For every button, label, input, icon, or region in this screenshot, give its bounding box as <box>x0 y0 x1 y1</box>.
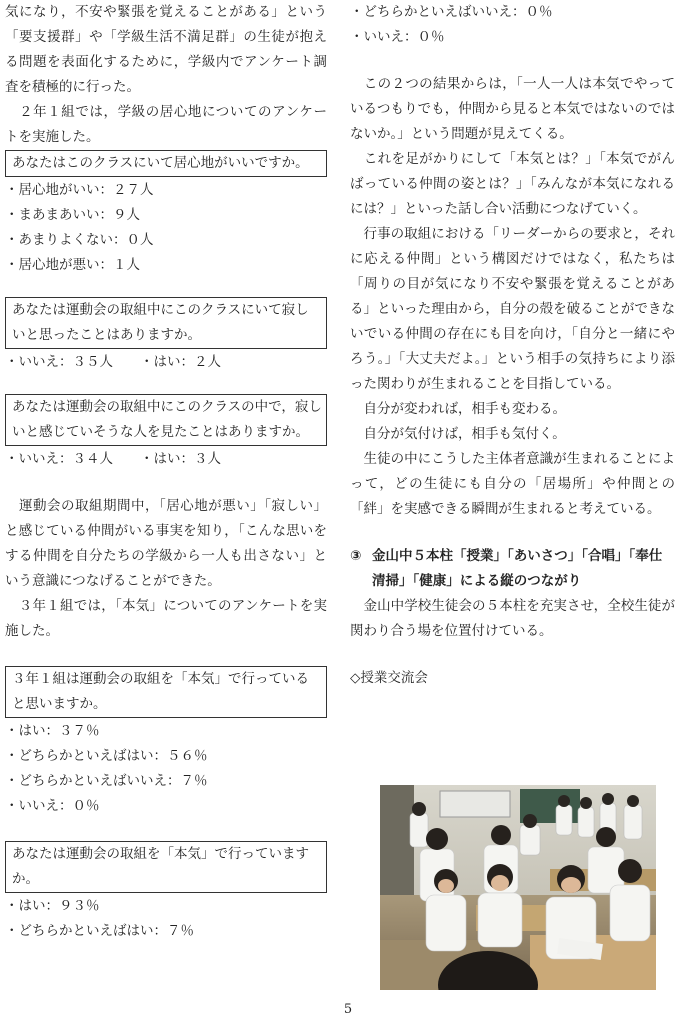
answer-item: ・どちらかといえばはい：５６％ <box>5 748 208 764</box>
events-paragraph: 行事の取組における「リーダーからの要求と，それに応える仲間」という構図だけではなく，私たちは「周りの目が気になり不安や緊張を覚えることがある」といった理由から，自分の殻を破ることができないでいる仲間の存在にも目を向け，「自分と一緒にやろう。」「大丈夫だよ。」という相手の気持ちにより添った関わりが生まれることを目指している。 <box>350 226 675 392</box>
result-paragraph: この２つの結果からは，「一人一人は本気でやっているつもりでも，仲間から見ると本気ではないのではないか。」という問題が見えてくる。 <box>350 76 675 142</box>
discussion-paragraph: これを足がかりにして「本気とは？」「本気でがんばっている仲間の姿とは？」「みんなが本気になれるには？」といった話し合い活動につなげていく。 <box>350 151 675 217</box>
change-line: 自分が変われば，相手も変わる。 <box>350 401 566 417</box>
answer-list-5 <box>5 894 327 944</box>
answer-item: ・居心地が悪い：１人 <box>5 257 140 273</box>
question-box-3: あなたは運動会の取組中にこのクラスの中で，寂しいと感じていそうな人を見たことはありますか。 <box>5 394 327 446</box>
answer-item: ・はい：９３％ <box>5 898 100 914</box>
answer-item: ・いいえ：３４人 ・はい：３人 <box>5 451 221 467</box>
answer-item: ・いいえ：０％ <box>5 798 100 814</box>
answer-item: ・どちらかといえばいいえ：０％ <box>350 4 553 20</box>
section-heading <box>350 544 675 594</box>
subject-paragraph: 生徒の中にこうした主体者意識が生まれることによって，どの生徒にも自分の「居場所」や仲間との「絆」を実感できる瞬間が生まれると考えている。 <box>350 451 675 517</box>
answer-item: ・どちらかといえばはい：７％ <box>5 923 194 939</box>
answer-item: ・はい：３７％ <box>5 723 100 739</box>
answer-item: ・あまりよくない：０人 <box>5 232 154 248</box>
sports-paragraph: 運動会の取組期間中，「居心地が悪い」「寂しい」と感じている仲間がいる事実を知り，「こんな思いをする仲間を自分たちの学級から一人も出さない」という意識につなげることができた。 <box>5 498 327 589</box>
photo-illustration <box>380 785 656 990</box>
page-number: 5 <box>343 1002 353 1017</box>
answer-item: ・いいえ：３５人 ・はい：２人 <box>5 354 221 370</box>
class2-intro: ２年１組では，学級の居心地についてのアンケートを実施した。 <box>5 104 327 145</box>
question-box-4: ３年１組は運動会の取組を「本気」で行っていると思いますか。 <box>5 666 327 718</box>
answer-item: ・まあまあいい：９人 <box>5 207 140 223</box>
question-box-1: あなたはこのクラスにいて居心地がいいですか。 <box>5 150 327 177</box>
subheading: ◇授業交流会 <box>350 670 428 686</box>
answer-item: ・どちらかといえばいいえ：７％ <box>5 773 208 789</box>
answer-item: ・居心地がいい：２７人 <box>5 182 154 198</box>
left-column <box>5 0 327 944</box>
answer-item: ・いいえ：０％ <box>350 29 445 45</box>
pillars-paragraph: 金山中学校生徒会の５本柱を充実させ，全校生徒が関わり合う場を位置付けている。 <box>350 598 675 639</box>
notice-line: 自分が気付けば，相手も気付く。 <box>350 426 566 442</box>
answer-list-1 <box>5 178 327 278</box>
question-box-2: あなたは運動会の取組中にこのクラスにいて寂しいと思ったことはありますか。 <box>5 297 327 349</box>
intro-paragraph: 気になり，不安や緊張を覚えることがある」という「要支援群」や「学級生活不満足群」の生徒が抱える問題を表面化するために，学級内でアンケート調査を積極的に行った。 <box>5 4 327 95</box>
section-number: ③ <box>350 548 362 564</box>
right-column <box>350 0 675 691</box>
classroom-photo <box>380 785 656 990</box>
section-heading-text: 金山中５本柱「授業」「あいさつ」「合唱」「奉仕清掃」「健康」による縦のつながり <box>372 548 663 589</box>
class3-intro: ３年１組では，「本気」についてのアンケートを実施した。 <box>5 598 327 639</box>
answer-list-4 <box>5 719 327 819</box>
question-box-5: あなたは運動会の取組を「本気」で行っていますか。 <box>5 841 327 893</box>
